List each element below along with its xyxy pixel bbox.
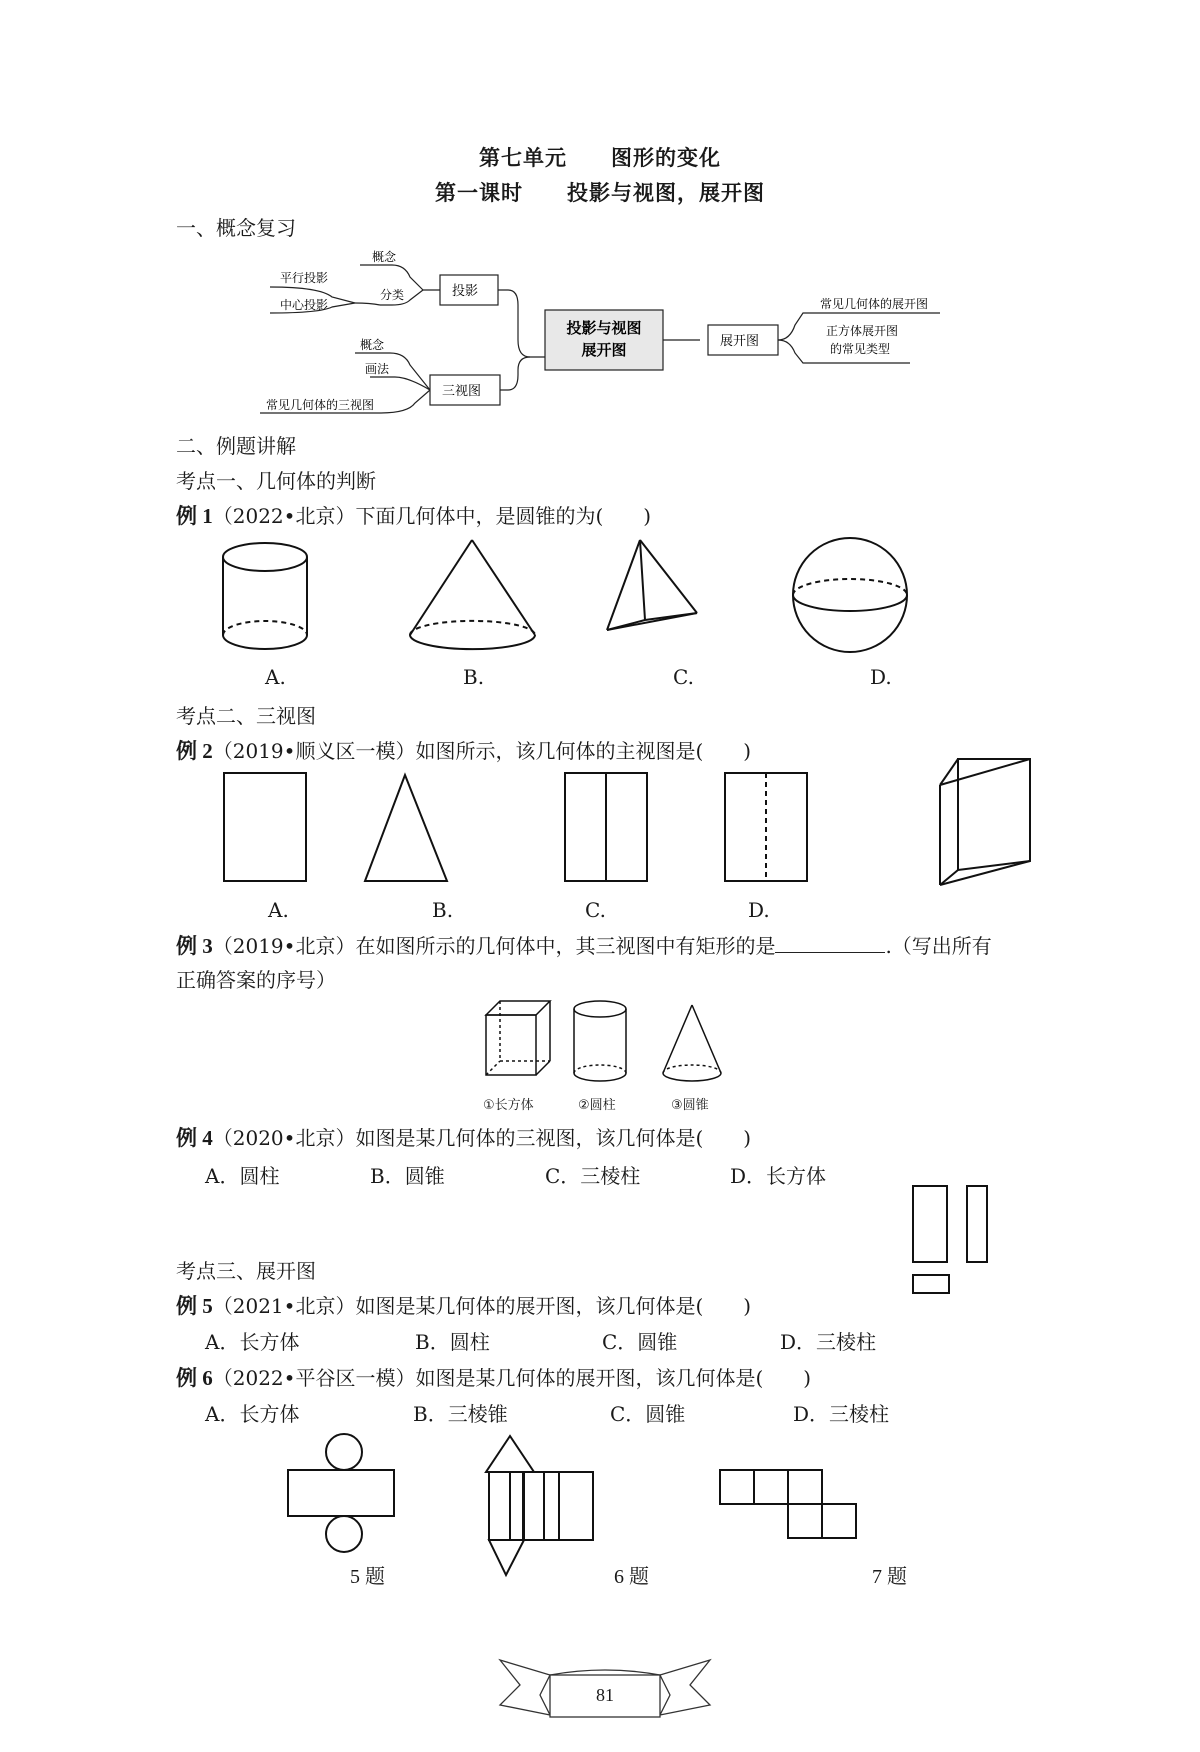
ex2-option-c: C. xyxy=(585,898,606,922)
example-5-text: （2021•北京）如图是某几何体的展开图，该几何体是( ) xyxy=(212,1294,752,1318)
ex1-option-b: B. xyxy=(463,665,485,689)
keypoint-1: 考点一、几何体的判断 xyxy=(176,469,376,493)
mm-cube-unfold-line2: 的常见类型 xyxy=(830,342,891,356)
ex6-option-d: D．三棱柱 xyxy=(793,1402,890,1426)
mm-three-view: 三视图 xyxy=(442,384,482,399)
example-4-label: 例 4 xyxy=(176,1126,213,1150)
example-3-label: 例 3 xyxy=(176,934,213,958)
caption-fig-6: 6 题 xyxy=(614,1566,649,1588)
lesson-name: 投影与视图，展开图 xyxy=(567,180,765,205)
example-1 xyxy=(176,500,651,530)
ex6-option-c: C．圆锥 xyxy=(610,1402,686,1426)
ex4-option-a: A．圆柱 xyxy=(205,1164,280,1188)
ex5-option-d: D．三棱柱 xyxy=(780,1330,877,1354)
example-3 xyxy=(176,930,1046,960)
example-1-text: （2022•北京）下面几何体中，是圆锥的为( ) xyxy=(212,504,652,528)
ex1-option-a: A. xyxy=(265,665,286,689)
keypoint-3: 考点三、展开图 xyxy=(176,1259,316,1283)
ex6-option-b: B．三棱锥 xyxy=(413,1402,508,1426)
example-5 xyxy=(176,1290,751,1320)
example-4 xyxy=(176,1122,751,1152)
example-3-text: （2019•北京）在如图所示的几何体中，其三视图中有矩形的是 xyxy=(212,934,776,958)
example-2-figures xyxy=(220,755,1050,905)
example-3-line2: 正确答案的序号） xyxy=(176,968,336,992)
lesson-label: 第一课时 xyxy=(435,180,523,205)
caption-cylinder: ②圆柱 xyxy=(578,1098,616,1113)
mm-center-line1: 投影与视图 xyxy=(566,319,642,337)
caption-cone: ③圆锥 xyxy=(671,1098,709,1113)
mm-cube-unfold-line1: 正方体展开图 xyxy=(826,324,899,338)
section-concept-review: 一、概念复习 xyxy=(176,216,296,240)
example-2-text: （2019•顺义区一模）如图所示，该几何体的主视图是( ) xyxy=(212,739,752,763)
keypoint-2: 考点二、三视图 xyxy=(176,704,316,728)
ex1-option-c: C. xyxy=(673,665,694,689)
unit-name: 图形的变化 xyxy=(611,145,721,170)
mm-threeview-draw: 画法 xyxy=(365,362,390,376)
page-number: 81 xyxy=(596,1685,614,1705)
ex4-option-c: C．三棱柱 xyxy=(545,1164,641,1188)
mm-center-line2: 展开图 xyxy=(581,341,627,359)
concept-mindmap xyxy=(260,245,960,420)
ex6-option-a: A．长方体 xyxy=(205,1402,300,1426)
ex5-option-b: B．圆柱 xyxy=(415,1330,490,1354)
ex2-option-d: D. xyxy=(748,898,770,922)
mm-projection-concept: 概念 xyxy=(372,250,397,264)
example-4-text: （2020•北京）如图是某几何体的三视图，该几何体是( ) xyxy=(212,1126,752,1150)
ex5-option-c: C．圆锥 xyxy=(602,1330,678,1354)
mm-unfold-common: 常见几何体的展开图 xyxy=(820,297,929,311)
unit-title xyxy=(0,142,1200,172)
caption-cuboid: ①长方体 xyxy=(483,1098,534,1113)
ex4-option-d: D．长方体 xyxy=(730,1164,827,1188)
lesson-title xyxy=(0,177,1200,207)
example-6 xyxy=(176,1362,811,1392)
example-2-label: 例 2 xyxy=(176,739,213,763)
example-1-figures xyxy=(215,535,935,655)
unit-label: 第七单元 xyxy=(479,145,567,170)
mm-threeview-common: 常见几何体的三视图 xyxy=(266,398,375,412)
answer-blank[interactable] xyxy=(775,934,885,953)
example-1-label: 例 1 xyxy=(176,504,213,528)
ex2-option-a: A. xyxy=(268,898,289,922)
ex5-option-a: A．长方体 xyxy=(205,1330,300,1354)
example-3-figures xyxy=(480,995,730,1095)
mm-projection-class: 分类 xyxy=(380,288,405,302)
example-4-three-views xyxy=(905,1180,1005,1300)
mm-projection: 投影 xyxy=(452,284,479,299)
example-6-label: 例 6 xyxy=(176,1366,213,1390)
mm-unfold: 展开图 xyxy=(720,334,760,349)
ex2-option-b: B. xyxy=(432,898,454,922)
caption-fig-5: 5 题 xyxy=(350,1566,385,1588)
example-3-text-after: .（写出所有 xyxy=(885,934,992,958)
mm-threeview-concept: 概念 xyxy=(360,338,385,352)
example-5-label: 例 5 xyxy=(176,1294,213,1318)
unfold-figures xyxy=(280,1430,880,1580)
mm-central-projection: 中心投影 xyxy=(280,298,329,312)
example-6-text: （2022•平谷区一模）如图是某几何体的展开图，该几何体是( ) xyxy=(212,1366,812,1390)
ex4-option-b: B．圆锥 xyxy=(370,1164,445,1188)
mm-parallel-projection: 平行投影 xyxy=(280,271,329,285)
caption-fig-7: 7 题 xyxy=(872,1566,907,1588)
ex1-option-d: D. xyxy=(870,665,892,689)
section-examples: 二、例题讲解 xyxy=(176,434,296,458)
